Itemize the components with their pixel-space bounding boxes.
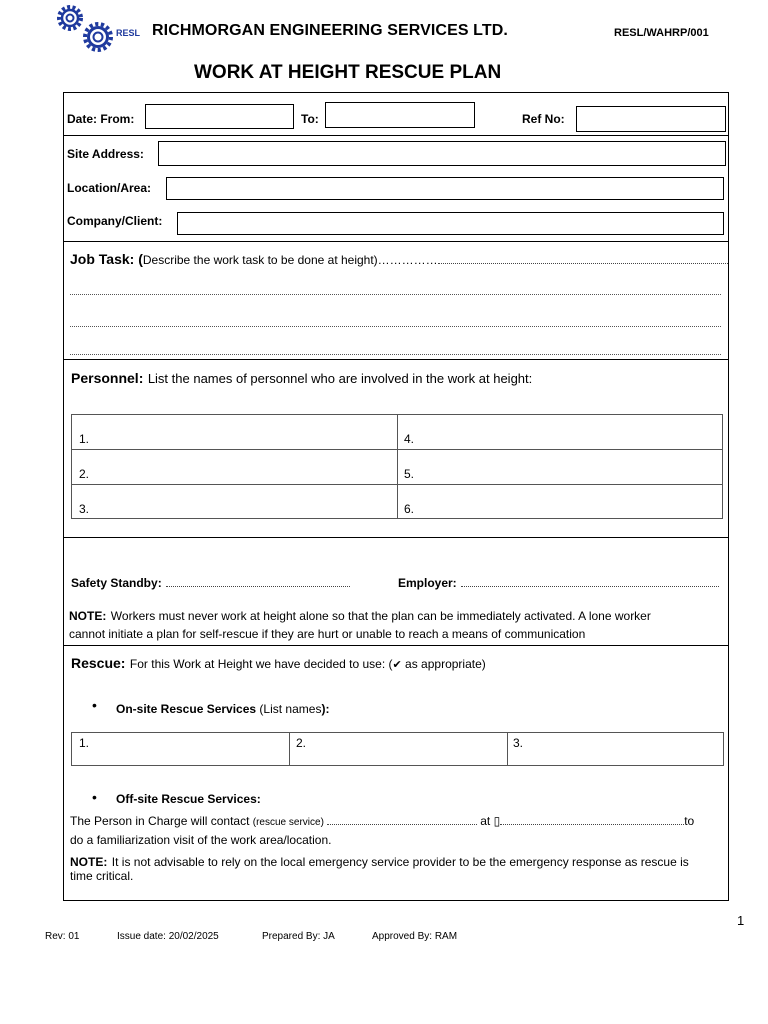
logo-text: RESL: [116, 28, 141, 38]
job-task-line[interactable]: [70, 354, 721, 355]
divider: [63, 645, 729, 646]
personnel-table: [71, 414, 723, 519]
onsite-rescue-table: [71, 732, 724, 766]
contact-to: to: [684, 814, 695, 828]
page-title: WORK AT HEIGHT RESCUE PLAN: [194, 62, 502, 83]
contact-rescue-service: (rescue service): [252, 817, 324, 828]
personnel-description: List the names of personnel who are involved in the work at height:: [147, 371, 533, 386]
job-task-heading-line: [70, 251, 728, 269]
onsite-rescue-label: On-site Rescue Services: [116, 702, 257, 716]
standby-note-text: Workers must never work at height alone so that the plan can be immediately activated. A lone worker: [110, 609, 651, 623]
standby-note-line1: [69, 607, 651, 625]
page-number: 1: [737, 913, 745, 928]
personnel-heading: Personnel:: [71, 370, 144, 386]
contact-glyph-icon: ▯: [493, 814, 501, 828]
employer-field[interactable]: [461, 577, 719, 587]
offsite-contact-line: [70, 812, 694, 830]
date-from-field[interactable]: [145, 104, 294, 129]
divider: [63, 537, 729, 538]
safety-standby-row: [71, 574, 350, 592]
personnel-slot[interactable]: 1.: [79, 432, 90, 446]
bullet-icon: •: [92, 697, 97, 713]
personnel-slot[interactable]: 3.: [79, 502, 90, 516]
note-label: NOTE:: [69, 609, 107, 623]
ref-no-label: Ref No:: [522, 112, 565, 126]
job-task-heading: Job Task: (: [70, 251, 143, 267]
bullet-icon: •: [92, 789, 97, 805]
rescue-note-text: It is not advisable to rely on the local emergency service provider to be the emergency response as rescue is: [111, 855, 689, 869]
company-client-label: Company/Client:: [67, 214, 163, 228]
onsite-slot[interactable]: 1.: [79, 736, 90, 750]
standby-note-line2: cannot initiate a plan for self-rescue if they are hurt or unable to reach a means of communication: [69, 627, 586, 641]
location-field[interactable]: [166, 177, 724, 200]
onsite-paren-close: ):: [321, 702, 330, 716]
personnel-slot[interactable]: 6.: [404, 502, 415, 516]
site-address-label: Site Address:: [67, 147, 144, 161]
footer-issue-date: Issue date: 20/02/2025: [117, 931, 219, 942]
location-label: Location/Area:: [67, 181, 152, 195]
employer-row: [398, 574, 719, 592]
contact-line2: do a familiarization visit of the work area/location.: [70, 833, 332, 847]
divider: [63, 241, 729, 242]
job-task-trail: ……………: [377, 253, 438, 267]
personnel-slot[interactable]: 2.: [79, 467, 90, 481]
safety-standby-field[interactable]: [166, 577, 350, 587]
personnel-slot[interactable]: 4.: [404, 432, 415, 446]
rescue-heading-line: [71, 655, 486, 673]
column-divider: [397, 415, 398, 518]
company-name: RICHMORGAN ENGINEERING SERVICES LTD.: [152, 22, 508, 39]
site-address-field[interactable]: [158, 141, 726, 166]
footer-prepared-by: Prepared By: JA: [262, 931, 335, 942]
job-task-dotted-fill: [438, 254, 728, 264]
check-mark-icon: ✔: [392, 659, 402, 671]
rescue-note-line2: time critical.: [70, 869, 134, 883]
column-divider: [289, 733, 290, 765]
job-task-description: Describe the work task to be done at height): [142, 253, 378, 267]
safety-standby-label: Safety Standby:: [71, 576, 162, 590]
rescue-heading: Rescue:: [71, 655, 126, 671]
onsite-slot[interactable]: 3.: [513, 736, 524, 750]
footer-approved-by: Approved By: RAM: [372, 931, 458, 942]
company-logo: [54, 2, 141, 56]
job-task-line[interactable]: [70, 294, 721, 295]
row-divider: [72, 484, 722, 485]
date-from-label: Date: From:: [67, 112, 135, 126]
rescue-description: For this Work at Height we have decided to use: (: [129, 657, 393, 671]
rescue-service-field[interactable]: [327, 815, 477, 825]
to-label: To:: [301, 112, 319, 126]
divider: [63, 135, 729, 136]
personnel-heading-line: [71, 370, 532, 388]
divider: [63, 359, 729, 360]
footer-rev: Rev: 01: [45, 931, 80, 942]
column-divider: [507, 733, 508, 765]
onsite-slot[interactable]: 2.: [296, 736, 307, 750]
onsite-rescue-line: [116, 700, 329, 718]
ref-no-field[interactable]: [576, 106, 726, 132]
job-task-line[interactable]: [70, 326, 721, 327]
rescue-description-end: as appropriate): [401, 657, 486, 671]
employer-label: Employer:: [398, 576, 457, 590]
document-reference: RESL/WAHRP/001: [614, 27, 709, 39]
onsite-paren-open: (: [256, 702, 264, 716]
note-label: NOTE:: [70, 855, 108, 869]
contact-text: The Person in Charge will contact: [70, 814, 253, 828]
rescue-note-line1: [70, 853, 689, 871]
personnel-slot[interactable]: 5.: [404, 467, 415, 481]
onsite-list-names: List names: [263, 702, 322, 716]
row-divider: [72, 449, 722, 450]
contact-number-field[interactable]: [500, 815, 684, 825]
contact-at: at: [476, 814, 494, 828]
company-client-field[interactable]: [177, 212, 724, 235]
date-to-field[interactable]: [325, 102, 475, 128]
offsite-rescue-label: Off-site Rescue Services:: [116, 792, 261, 806]
